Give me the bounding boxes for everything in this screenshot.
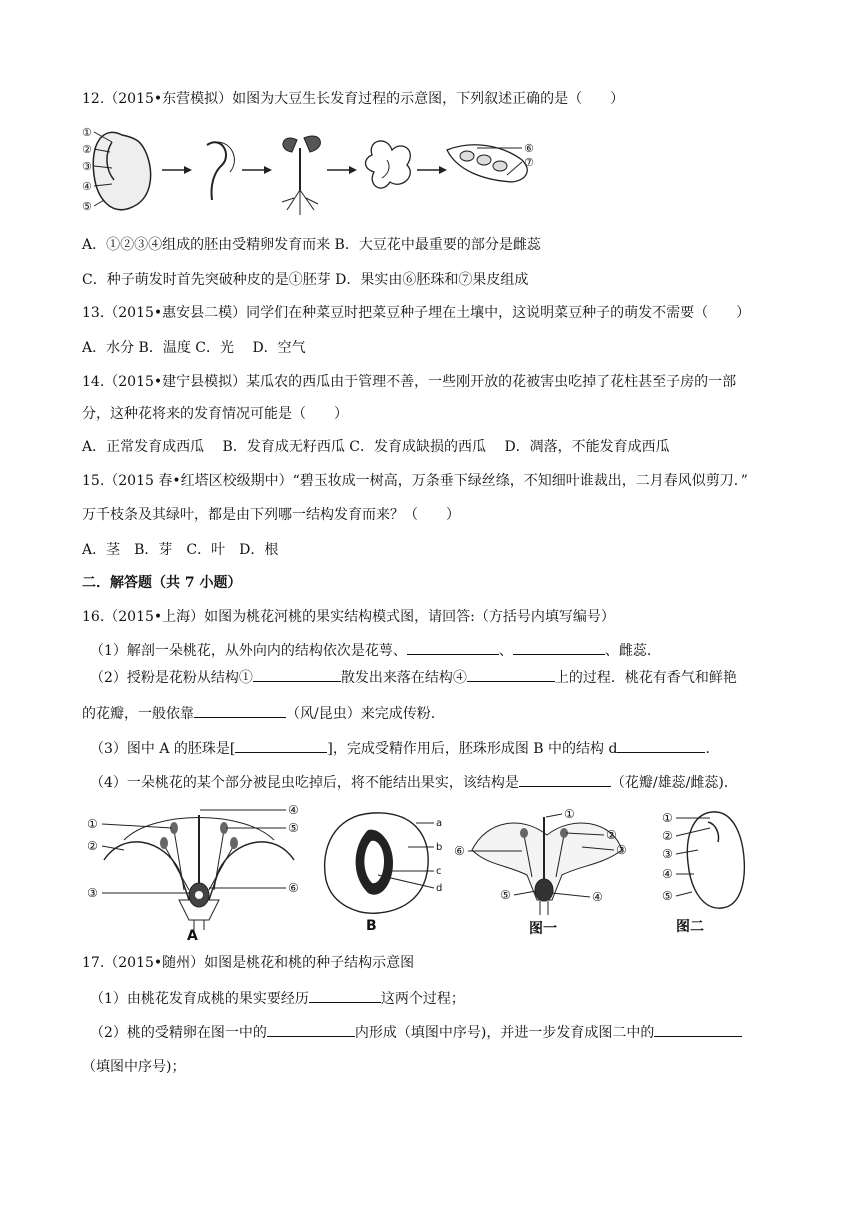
q12-label-3: ③ [82,160,92,173]
q16-part1-blank-2[interactable] [513,640,605,655]
q17-stem: 17.（2015•随州）如图是桃花和桃的种子结构示意图 [82,955,415,971]
q17-figure-1-flower [452,805,638,917]
q16-part2-text-d: 的花瓣，一般依靠 [82,706,194,722]
q17-part1-text-a: （1）由桃花发育成桃的果实要经历 [90,991,309,1007]
q16-part3-text-c: . [705,741,710,757]
q12-label-5: ⑤ [82,200,92,213]
q17-part1-blank-1[interactable] [309,988,381,1003]
q17-part2-cont: （填图中序号)； [82,1059,186,1075]
q16-part3-text-b: ]，完成受精作用后，胚珠形成图 B 中的结构 d [327,741,618,757]
q17-part2-text-b: 内形成（填图中序号)，并进一步发育成图二中的 [354,1025,655,1041]
q16-part4 [90,772,728,793]
q16-part1-text-a: （1）解剖一朵桃花，从外向内的结构依次是花萼、 [90,643,407,659]
q16-part3-text-a: （3）图中 A 的胚珠是[ [90,741,236,757]
q16-part2-text-c: 上的过程．桃花有香气和鲜艳 [554,670,737,686]
fig1-label-1: ① [564,807,575,821]
q12-label-4: ④ [82,180,92,193]
q16-part2-blank-2[interactable] [467,667,555,682]
fig-a-label-2: ② [87,839,98,853]
q13-options: A．水分 B．温度 C．光 D．空气 [82,340,306,356]
q17-part1-text-b: 这两个过程； [380,991,465,1007]
fig-a-label-6: ⑥ [288,881,299,895]
fig1-label-2: ② [606,828,617,842]
q17-part1 [90,988,465,1009]
q16-part2-text-e: （风/昆虫）来完成传粉. [286,706,436,722]
q16-part1-blank-1[interactable] [407,640,499,655]
q16-part2 [90,667,737,688]
fig-b-label-b: b [436,842,443,853]
q14-options: A．正常发育成西瓜 B．发育成无籽西瓜 C．发育成缺损的西瓜 D．凋落，不能发育成西瓜 [82,439,670,455]
q12-label-1: ① [82,126,92,139]
q16-part1 [90,640,651,661]
q13-stem: 13.（2015•惠安县二模）同学们在种菜豆时把菜豆种子埋在土壤中，这说明菜豆种子的萌发不需要（ ） [82,305,751,321]
q12-label-2: ② [82,143,92,156]
q15-options: A．茎 B．芽 C．叶 D．根 [82,542,279,558]
fig-b-label-c: c [436,866,442,877]
q16-part4-text-b: （花瓣/雄蕊/雌蕊). [610,775,729,791]
q16-part2-blank-1[interactable] [253,667,341,682]
q12-options-cd: C．种子萌发时首先突破种皮的是①胚芽 D．果实由⑥胚珠和⑦果皮组成 [82,272,529,288]
q16-figure-a-flower [84,800,316,930]
q12-soybean-figure [82,120,542,220]
fig1-label-5: ⑤ [500,888,511,902]
q16-part4-blank-1[interactable] [519,772,611,787]
fig-a-caption: A [187,928,198,944]
fig-a-label-4: ④ [288,803,299,817]
q17-part2-text-a: （2）桃的受精卵在图一中的 [90,1025,267,1041]
q15-stem-line2: 万千枝条及其绿叶，都是由下列哪一结构发育而来？（ ） [82,507,460,523]
q12-options-ab: A．①②③④组成的胚由受精卵发育而来 B．大豆花中最重要的部分是雌蕊 [82,237,541,253]
q16-part1-text-b: 、 [498,643,513,659]
fig1-label-6: ⑥ [454,844,465,858]
q17-part2-blank-2[interactable] [654,1022,742,1037]
fig-a-label-5: ⑤ [288,821,299,835]
fig2-label-1: ① [662,811,673,825]
fig2-label-2: ② [662,829,673,843]
q16-part2-text-a: （2）授粉是花粉从结构① [90,670,253,686]
fig-a-label-3: ③ [87,886,98,900]
q16-part1-text-c: 、雌蕊. [604,643,652,659]
q17-part2-blank-1[interactable] [267,1022,355,1037]
fig2-label-4: ④ [662,867,673,881]
q17-figure-2-seed [660,808,760,912]
q12-stem: 12.（2015•东营模拟）如图为大豆生长发育过程的示意图，下列叙述正确的是（ ） [82,91,625,107]
section-heading: 二．解答题（共 7 小题） [82,575,242,591]
fig2-label-3: ③ [662,847,673,861]
q16-part3 [90,738,710,759]
fig-b-label-a: a [436,818,443,829]
fig-b-caption: B [366,918,377,934]
q14-stem-line2: 分，这种花将来的发育情况可能是（ ） [82,406,348,422]
q17-part2 [90,1022,742,1043]
q16-part3-blank-2[interactable] [617,738,705,753]
q16-part2-blank-3[interactable] [194,703,286,718]
q16-part4-text-a: （4）一朵桃花的某个部分被昆虫吃掉后，将不能结出果实，该结构是 [90,775,519,791]
q16-part2-cont [82,703,435,724]
q16-part2-text-b: 散发出来落在结构④ [340,670,467,686]
q14-stem-line1: 14.（2015•建宁县模拟）某瓜农的西瓜由于管理不善，一些刚开放的花被害虫吃掉了花柱甚至子房的一部 [82,374,737,390]
fig1-caption: 图一 [529,921,557,937]
q15-stem-line1: 15.（2015 春•红塔区校级期中）“碧玉妆成一树高，万条垂下绿丝绦，不知细叶谁裁出，二月春风似剪刀．” [82,473,748,489]
fig1-label-3: ③ [616,843,627,857]
fig2-label-5: ⑤ [662,889,673,903]
q12-label-6: ⑥ [524,142,534,155]
fig1-label-4: ④ [592,890,603,904]
q16-figure-b-fruit [318,805,454,917]
fig-b-label-d: d [436,883,443,894]
q16-stem: 16.（2015•上海）如图为桃花河桃的果实结构模式图，请回答:（方括号内填写编号） [82,609,615,625]
fig-a-label-1: ① [87,817,98,831]
q16-part3-blank-1[interactable] [235,738,327,753]
fig2-caption: 图二 [676,919,704,935]
q12-label-7: ⑦ [524,156,534,169]
